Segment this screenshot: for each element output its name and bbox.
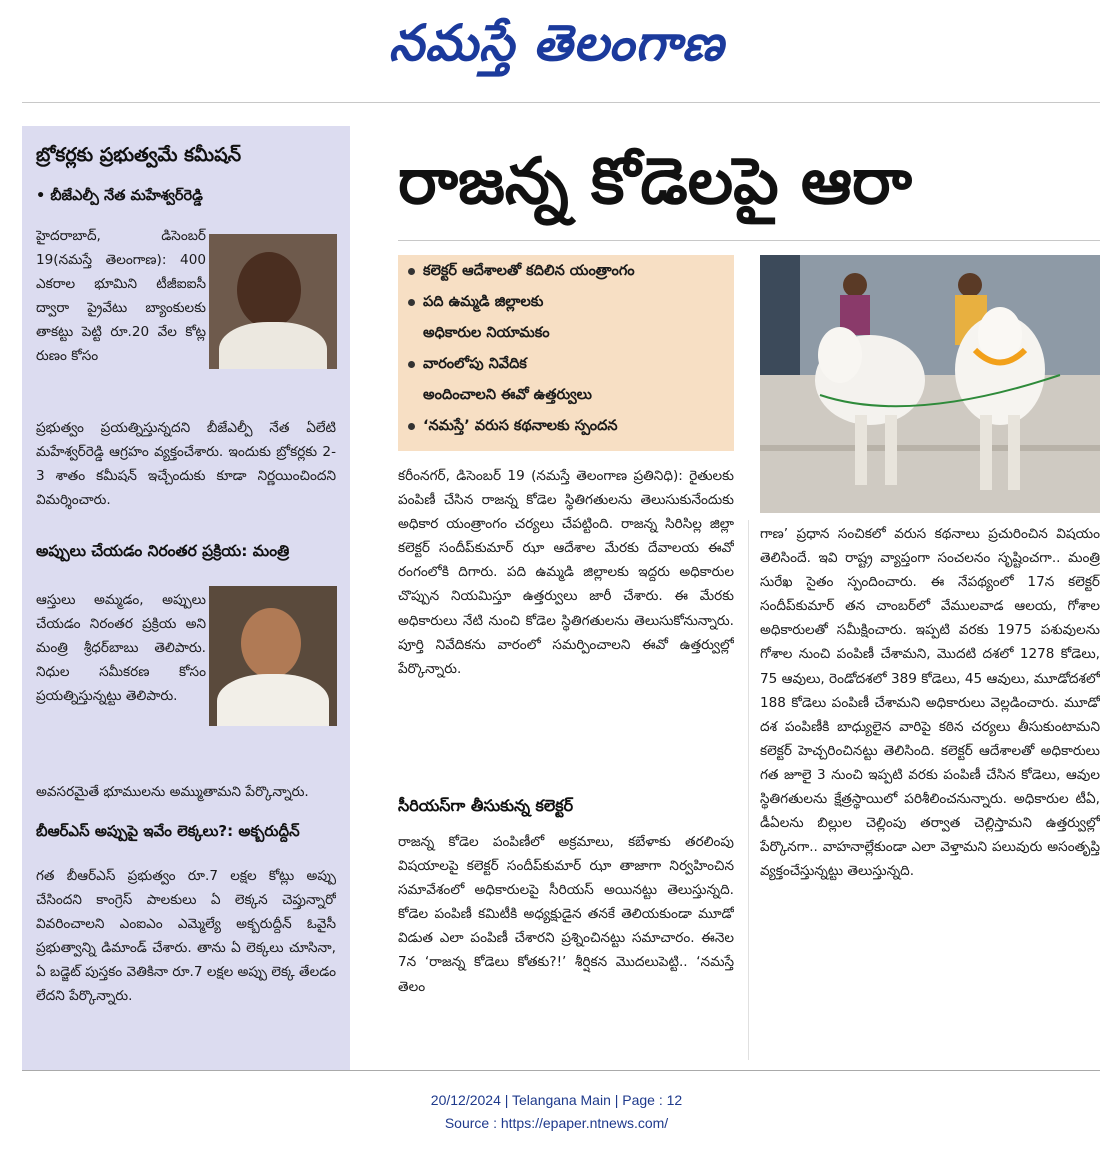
- main-headline: రాజన్న కోడెలపై ఆరా: [398, 145, 912, 219]
- sidebar-story2-headline: అప్పులు చేయడం నిరంతర ప్రక్రియ: మంత్రి: [36, 542, 290, 560]
- column-divider: [748, 520, 749, 1060]
- highlight-item: కలెక్టర్ ఆదేశాలతో కదిలిన యంత్రాంగం: [408, 263, 635, 283]
- sidebar-story1-body: ప్రభుత్వం ప్రయత్నిస్తున్నదని బీజేఎల్పీ నేత ఏలేటి మహేశ్వర్‌రెడ్డి ఆగ్రహం వ్యక్తంచేశారు. ఇందుకు బ్రోకర్లకు 2-3 శాతం కమీషన్ ఇచ్చేందుకు కూడా నిర్ణయించిందని విమర్శించారు.: [36, 420, 336, 509]
- footer-edition-info: 20/12/2024 | Telangana Main | Page : 12: [430, 1092, 683, 1108]
- sidebar-story1-subhead: • బీజేఎల్పీ నేత మహేశ్వర్‌రెడ్డి: [36, 188, 203, 204]
- newspaper-logo: నమస్తే తెలంగాణ: [388, 14, 725, 72]
- footer-source-link[interactable]: Source : https://epaper.ntnews.com/: [444, 1115, 669, 1131]
- masthead-rule: [22, 102, 1100, 103]
- article-body-col2: గాణ’ ప్రధాన సంచికలో వరుస కథనాలు ప్రచురించిన విషయం తెలిసిందే. ఇవి రాష్ట్ర వ్యాప్తంగా సంచలనం సృష్టించగా.. మంత్రి సురేఖ సైతం స్పందించారు. ఈ నేపథ్యంలో 17న కలెక్టర్ సందీప్‌కుమార్ తన చాంబర్‌లో వేములవాడ ఆలయ, గోశాల అధికారులతో సమీక్షించారు. ఇప్పటి వరకు 1975 పశువులను గోశాల నుంచి పంపిణీ చేశామని, మొదటి దశలో 1278 కోడెలు, 75 ఆవులు, రెండోదశలో 389 కోడెలు, 45 ఆవులు, మూడోదశలో 188 కోడెలు పంపిణీ చేశామని అధికారులు వెల్లడించారు. మూడో దశ పంపిణీకి బాధ్యులైన వారిపై కఠిన చర్యలు తీసుకుంటామని కలెక్టర్ హెచ్చరించినట్టు తెలిసింది. కలెక్టర్ ఆదేశాలతో అధికారులు గత జూలై 3 నుంచి ఇప్పటి వరకు పంపిణీ చేసిన కోడెలు, ఆవుల స్థితిగతులను క్షేత్రస్థాయిలో పరిశీలించనున్నారు. అధికారుల టీఏ, డీఏలను బిల్లుల చెల్లింపు తర్వాత చెల్లిస్తామని ఉత్తర్వుల్లో పేర్కొనగా.. వాహనాల్లేకుండా ఎలా వెళ్తామని పలువురు అసంతృప్తి వ్యక్తంచేస్తున్నట్టు తెలుస్తున్నది.: [760, 526, 1100, 880]
- bulls-illustration: [760, 255, 1100, 513]
- article-body-col1: కరీంనగర్, డిసెంబర్ 19 (నమస్తే తెలంగాణ ప్రతినిధి): రైతులకు పంపిణీ చేసిన రాజన్న కోడెల స్థితిగతులను తెలుసుకునేందుకు అధికార యంత్రాంగం చర్యలు చేపట్టింది. రాజన్న సిరిసిల్ల జిల్లా కలెక్టర్ సందీప్‌కుమార్ ఝా ఆదేశాల మేరకు దేవాలయ ఈవో రంగంలోకి దిగారు. పది ఉమ్మడి జిల్లాలకు ఇద్దరు అధికారుల చొప్పున నియమిస్తూ ఉత్తర్వులు జారీ చేశారు. ఈ మేరకు అధికారులు నేటి నుంచి కోడెల స్థితిగతులను తెలుసుకోనున్నారు. పూర్తి నివేదికను వారంలో సమర్పించాలని ఈవో ఉత్తర్వుల్లో పేర్కొన్నారు.: [398, 468, 734, 677]
- highlight-item-continued: అధికారుల నియామకం: [423, 325, 550, 341]
- sidebar-story1-headline: బ్రోకర్లకు ప్రభుత్వమే కమీషన్: [36, 144, 242, 166]
- politician-photo: [209, 234, 337, 369]
- bullet-icon: [408, 423, 415, 430]
- headline-rule: [398, 240, 1100, 241]
- masthead: [0, 8, 1113, 78]
- bullet-icon: [408, 299, 415, 306]
- page-bottom-rule: [22, 1070, 1100, 1071]
- highlight-item: వారంలోపు నివేదిక: [408, 356, 527, 376]
- sidebar-panel: [22, 126, 350, 1070]
- highlight-item-continued: అందించాలని ఈవో ఉత్తర్వులు: [423, 387, 592, 403]
- sidebar-story2-body-wrap: ఆస్తులు అమ్మడం, అప్పులు చేయడం నిరంతర ప్రక్రియ అని మంత్రి శ్రీధర్‌బాబు తెలిపారు. నిధుల సమీకరణ కోసం ప్రయత్నిస్తున్నట్టు తెలిపారు.: [36, 592, 206, 705]
- minister-photo: [209, 586, 337, 726]
- highlights-box: [398, 255, 734, 451]
- article-body-col1-part2: రాజన్న కోడెల పంపిణీలో అక్రమాలు, కబేళాకు తరలింపు విషయాలపై కలెక్టర్ సందీప్‌కుమార్ ఝా తాజాగా నిర్వహించిన సమావేశంలో అధికారులపై సీరియస్ అయినట్టు తెలుస్తున్నది. కోడెల పంపిణీ కమిటీకి అధ్యక్షుడైన తనకే తెలియకుండా మూడో విడుత ఎలా పంపిణీ చేశారని ప్రశ్నించినట్టు సమాచారం. ఈనెల 7న ‘రాజన్న కోడెలు కోతకు?!’ శీర్షికన మొదలుపెట్టి.. ‘నమస్తే తెలం: [398, 834, 734, 995]
- sidebar-story1-body-wrap: హైదరాబాద్, డిసెంబర్ 19(నమస్తే తెలంగాణ): 400 ఎకరాల భూమిని టీజీఐఐసీ ద్వారా ప్రైవేటు బ్యాంకులకు తాకట్టు పెట్టి రూ.20 వేల కోట్ల రుణం కోసం: [36, 228, 206, 365]
- bulls-photo: [760, 255, 1100, 513]
- sidebar-story3-headline: బీఆర్ఎస్ అప్పుపై ఇవేం లెక్కలు?: అక్బరుద్దీన్: [36, 822, 300, 840]
- sidebar-story2-body: అవసరమైతే భూములను అమ్ముతామని పేర్కొన్నారు.: [36, 784, 309, 800]
- highlight-item: పది ఉమ్మడి జిల్లాలకు: [408, 294, 543, 314]
- sidebar-story3-body: గత బీఆర్ఎస్ ప్రభుత్వం రూ.7 లక్షల కోట్లు అప్పు చేసిందని కాంగ్రెస్ పాలకులు ఏ లెక్కన చెప్తున్నారో వివరించాలని ఎంఐఎం ఎమ్మెల్యే అక్బరుద్దీన్ ఓవైసీ ప్రభుత్వాన్ని డిమాండ్ చేశారు. తాను ఏ లెక్కలు చూసినా, ఏ బడ్జెట్ పుస్తకం వెతికినా రూ.7 లక్షల అప్పు లెక్క తేలడం లేదని పేర్కొన్నారు.: [36, 868, 336, 1005]
- bullet-icon: [408, 361, 415, 368]
- bullet-icon: [408, 268, 415, 275]
- highlight-item: ‘నమస్తే’ వరుస కథనాలకు స్పందన: [408, 418, 618, 438]
- article-subhead: సీరియస్‌గా తీసుకున్న కలెక్టర్: [398, 796, 574, 815]
